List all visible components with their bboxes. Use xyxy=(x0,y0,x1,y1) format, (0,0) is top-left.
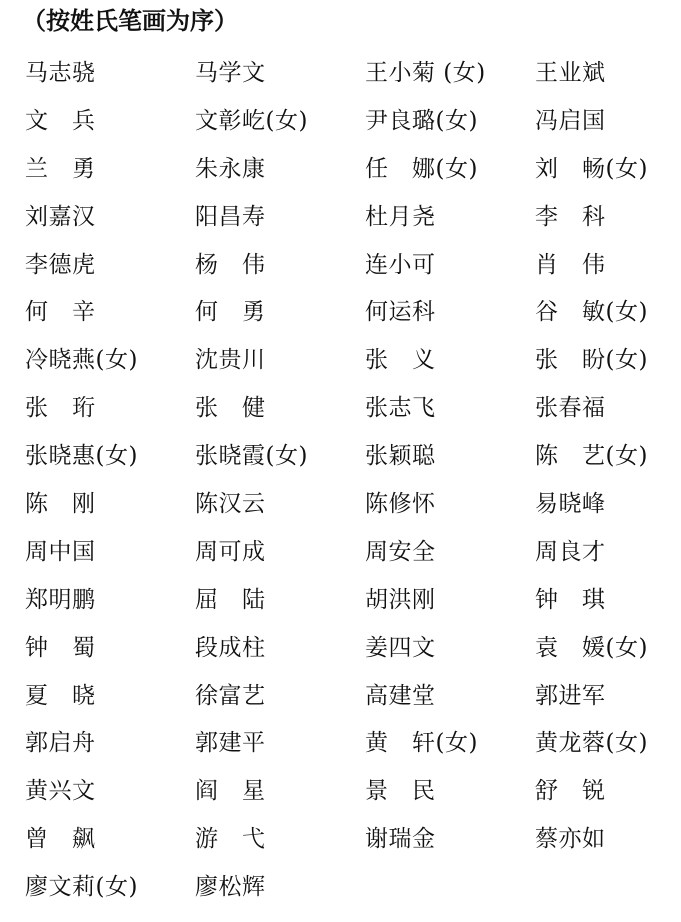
name-entry: 蔡亦如 xyxy=(535,826,606,853)
name-entry: 曾 飙 xyxy=(25,826,96,853)
name-entry: 廖文莉(女) xyxy=(25,874,138,901)
name-entry: 张 健 xyxy=(195,395,266,422)
name-entry: 张晓惠(女) xyxy=(25,443,138,470)
name-entry: 杜月尧 xyxy=(365,203,436,230)
name-entry: 高建堂 xyxy=(365,682,436,709)
name-entry: 阳昌寿 xyxy=(195,203,266,230)
name-entry: 郑明鹏 xyxy=(25,586,96,613)
name-entry: 陈汉云 xyxy=(195,491,266,518)
name-entry: 李 科 xyxy=(535,203,606,230)
name-entry: 冷晓燕(女) xyxy=(25,347,138,374)
name-entry: 周安全 xyxy=(365,538,436,565)
name-entry: 周良才 xyxy=(535,538,606,565)
name-entry: 张颖聪 xyxy=(365,443,436,470)
name-entry: 肖 伟 xyxy=(535,251,606,278)
name-entry: 马志骁 xyxy=(25,60,96,86)
name-entry: 周中国 xyxy=(25,538,96,565)
name-entry: 谷 敏(女) xyxy=(535,299,648,326)
name-entry: 王业斌 xyxy=(535,60,606,86)
name-entry: 任 娜(女) xyxy=(365,155,478,182)
name-entry: 黄 轩(女) xyxy=(365,730,478,757)
name-entry: 谢瑞金 xyxy=(365,826,436,853)
name-list xyxy=(25,56,675,918)
name-entry: 何 勇 xyxy=(195,299,266,326)
name-entry: 兰 勇 xyxy=(25,155,96,182)
name-entry: 黄龙蓉(女) xyxy=(535,730,648,757)
name-entry: 沈贵川 xyxy=(195,347,266,374)
name-entry: 刘嘉汉 xyxy=(25,203,96,230)
name-entry: 周可成 xyxy=(195,538,266,565)
name-entry: 文彰屹(女) xyxy=(195,107,308,134)
name-entry: 何运科 xyxy=(365,299,436,326)
name-entry: 游 弋 xyxy=(195,826,266,853)
name-entry: 舒 锐 xyxy=(535,778,606,805)
name-entry: 陈修怀 xyxy=(365,491,436,518)
name-entry: 尹良璐(女) xyxy=(365,107,478,134)
name-entry: 张 义 xyxy=(365,347,436,374)
name-entry: 钟 蜀 xyxy=(25,634,96,661)
name-entry: 张志飞 xyxy=(365,395,436,422)
name-entry: 冯启国 xyxy=(535,107,606,134)
list-heading: （按姓氏笔画为序） xyxy=(22,7,238,35)
name-entry: 景 民 xyxy=(365,778,436,805)
name-entry: 阎 星 xyxy=(195,778,266,805)
name-entry: 郭启舟 xyxy=(25,730,96,757)
name-entry: 王小菊 (女) xyxy=(365,60,486,86)
name-entry: 郭进军 xyxy=(535,682,606,709)
name-entry: 段成柱 xyxy=(195,634,266,661)
name-entry: 朱永康 xyxy=(195,155,266,182)
name-entry: 文 兵 xyxy=(25,107,96,134)
name-entry: 张 珩 xyxy=(25,395,96,422)
name-entry: 姜四文 xyxy=(365,634,436,661)
name-entry: 张春福 xyxy=(535,395,606,422)
name-entry: 刘 畅(女) xyxy=(535,155,648,182)
name-entry: 何 辛 xyxy=(25,299,96,326)
name-entry: 袁 媛(女) xyxy=(535,634,648,661)
name-entry: 张 盼(女) xyxy=(535,347,648,374)
name-entry: 夏 晓 xyxy=(25,682,96,709)
name-entry: 廖松辉 xyxy=(195,874,266,901)
name-entry: 易晓峰 xyxy=(535,491,606,518)
name-entry: 李德虎 xyxy=(25,251,96,278)
name-entry: 马学文 xyxy=(195,60,266,86)
name-entry: 屈 陆 xyxy=(195,586,266,613)
name-entry: 徐富艺 xyxy=(195,682,266,709)
name-entry: 胡洪刚 xyxy=(365,586,436,613)
name-entry: 连小可 xyxy=(365,251,436,278)
name-entry: 黄兴文 xyxy=(25,778,96,805)
name-entry: 陈 艺(女) xyxy=(535,443,648,470)
name-entry: 杨 伟 xyxy=(195,251,266,278)
name-entry: 郭建平 xyxy=(195,730,266,757)
name-entry: 陈 刚 xyxy=(25,491,96,518)
name-entry: 钟 琪 xyxy=(535,586,606,613)
name-entry: 张晓霞(女) xyxy=(195,443,308,470)
